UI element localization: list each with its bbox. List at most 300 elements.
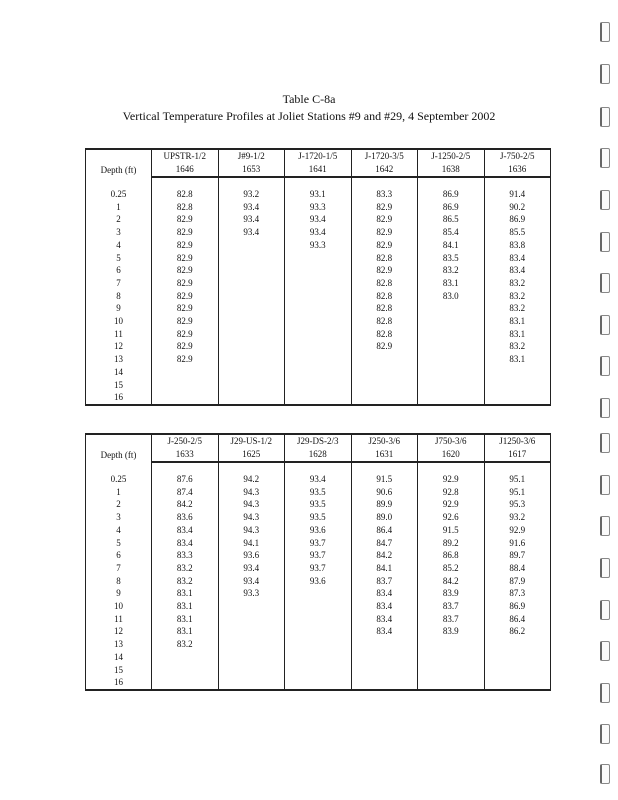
temperature-cell: 92.9 [484, 524, 551, 537]
table-row [86, 498, 551, 511]
temperature-cell: 82.9 [152, 315, 219, 328]
temperature-cell: 93.3 [285, 239, 352, 252]
temperature-cell: 92.9 [418, 473, 485, 486]
spacer-cell [152, 462, 219, 473]
temperature-cell: 83.0 [418, 290, 485, 303]
temperature-cell: 93.4 [218, 226, 285, 239]
spacer-cell [418, 177, 485, 188]
temperature-cell: 93.4 [285, 226, 352, 239]
temperature-cell: 92.6 [418, 511, 485, 524]
temperature-cell: 83.4 [351, 625, 418, 638]
table-row [86, 473, 551, 486]
temperature-cell: 94.2 [218, 473, 285, 486]
temperature-cell: 93.6 [285, 575, 352, 588]
temperature-cell [285, 302, 352, 315]
temperature-cell: 86.2 [484, 625, 551, 638]
temperature-cell: 84.2 [351, 549, 418, 562]
temperature-cell: 83.1 [484, 328, 551, 341]
temperature-cell: 93.6 [218, 549, 285, 562]
depth-cell: 5 [86, 537, 152, 550]
depth-cell: 10 [86, 600, 152, 613]
temperature-cell [351, 366, 418, 379]
binder-tab [600, 64, 610, 84]
spacer-cell [285, 462, 352, 473]
temperature-cell: 93.6 [285, 524, 352, 537]
temperature-cell [484, 366, 551, 379]
table-row [86, 328, 551, 341]
station-code-header: 1620 [418, 448, 485, 462]
depth-cell: 7 [86, 277, 152, 290]
temperature-cell: 93.4 [218, 213, 285, 226]
table-row [86, 537, 551, 550]
temperature-cell: 95.1 [484, 486, 551, 499]
temperature-cell: 91.6 [484, 537, 551, 550]
temperature-table-1 [85, 148, 551, 406]
temperature-cell [152, 366, 219, 379]
temperature-cell [218, 676, 285, 690]
temperature-cell: 92.9 [418, 498, 485, 511]
temperature-cell: 93.5 [285, 486, 352, 499]
temperature-cell: 89.9 [351, 498, 418, 511]
temperature-cell: 83.4 [351, 587, 418, 600]
spacer-cell [418, 462, 485, 473]
temperature-cell [484, 638, 551, 651]
temperature-cell [285, 315, 352, 328]
station-name-header: J29-DS-2/3 [285, 434, 352, 448]
temperature-cell: 83.4 [351, 600, 418, 613]
temperature-cell [218, 315, 285, 328]
temperature-cell: 90.2 [484, 201, 551, 214]
temperature-cell: 83.2 [152, 562, 219, 575]
temperature-cell: 82.9 [152, 340, 219, 353]
temperature-cell: 83.4 [351, 613, 418, 626]
temperature-cell: 83.7 [418, 613, 485, 626]
temperature-cell [285, 625, 352, 638]
temperature-cell: 93.1 [285, 188, 352, 201]
spacer-cell [351, 462, 418, 473]
temperature-cell: 94.3 [218, 486, 285, 499]
binder-tab [600, 148, 610, 168]
binder-tab [600, 190, 610, 210]
temperature-cell: 84.2 [418, 575, 485, 588]
temperature-cell: 82.9 [351, 340, 418, 353]
depth-cell: 8 [86, 575, 152, 588]
temperature-cell: 82.9 [351, 239, 418, 252]
temperature-cell: 83.8 [484, 239, 551, 252]
temperature-cell: 82.9 [152, 264, 219, 277]
depth-cell: 4 [86, 239, 152, 252]
temperature-cell [351, 353, 418, 366]
station-name-header: J750-3/6 [418, 434, 485, 448]
temperature-cell: 83.2 [418, 264, 485, 277]
temperature-cell [218, 625, 285, 638]
temperature-cell: 82.9 [152, 290, 219, 303]
table-row [86, 277, 551, 290]
temperature-cell: 82.9 [152, 252, 219, 265]
temperature-cell [351, 664, 418, 677]
temperature-cell: 86.9 [418, 201, 485, 214]
temperature-cell [484, 664, 551, 677]
temperature-cell: 83.2 [484, 340, 551, 353]
station-code-header: 1641 [285, 163, 352, 177]
station-name-header: J-250-2/5 [152, 434, 219, 448]
table-row [86, 340, 551, 353]
temperature-cell: 84.1 [418, 239, 485, 252]
temperature-cell [285, 379, 352, 392]
temperature-cell: 84.7 [351, 537, 418, 550]
temperature-cell: 86.9 [484, 600, 551, 613]
temperature-cell: 90.6 [351, 486, 418, 499]
temperature-cell: 86.8 [418, 549, 485, 562]
table-row [86, 600, 551, 613]
binder-tab [600, 232, 610, 252]
temperature-cell: 93.7 [285, 537, 352, 550]
temperature-cell [484, 391, 551, 405]
temperature-cell [285, 391, 352, 405]
table-row [86, 226, 551, 239]
station-code-header: 1642 [351, 163, 418, 177]
binder-tab [600, 107, 610, 127]
station-name-header: J#9-1/2 [218, 149, 285, 163]
table-row [86, 391, 551, 405]
temperature-cell [418, 366, 485, 379]
temperature-cell [351, 638, 418, 651]
temperature-cell [285, 290, 352, 303]
temperature-cell: 83.9 [418, 587, 485, 600]
table-row [86, 315, 551, 328]
temperature-cell: 83.4 [152, 537, 219, 550]
temperature-cell: 94.1 [218, 537, 285, 550]
temperature-cell: 83.1 [152, 587, 219, 600]
temperature-cell [418, 340, 485, 353]
temperature-cell [418, 379, 485, 392]
depth-cell: 15 [86, 664, 152, 677]
table-row [86, 511, 551, 524]
temperature-cell: 86.4 [484, 613, 551, 626]
temperature-cell [285, 353, 352, 366]
temperature-cell: 82.9 [152, 328, 219, 341]
temperature-cell: 83.9 [418, 625, 485, 638]
temperature-cell: 94.3 [218, 511, 285, 524]
temperature-cell: 93.5 [285, 511, 352, 524]
table-row [86, 366, 551, 379]
binder-tab [600, 683, 610, 703]
table-row [86, 549, 551, 562]
depth-cell: 3 [86, 511, 152, 524]
temperature-cell [218, 613, 285, 626]
temperature-cell: 82.8 [351, 328, 418, 341]
temperature-cell: 83.2 [484, 290, 551, 303]
temperature-cell: 93.4 [218, 575, 285, 588]
temperature-cell: 92.8 [418, 486, 485, 499]
temperature-cell: 83.3 [351, 188, 418, 201]
spacer-cell [484, 462, 551, 473]
depth-cell: 11 [86, 328, 152, 341]
temperature-cell [218, 379, 285, 392]
spacer-cell [86, 462, 152, 473]
temperature-cell: 93.7 [285, 549, 352, 562]
spacer-cell [351, 177, 418, 188]
temperature-cell [218, 302, 285, 315]
spacer-cell [86, 177, 152, 188]
temperature-cell: 93.3 [218, 587, 285, 600]
temperature-cell: 83.1 [152, 625, 219, 638]
temperature-cell [484, 379, 551, 392]
temperature-cell [285, 638, 352, 651]
binder-tab [600, 516, 610, 536]
temperature-cell: 83.1 [418, 277, 485, 290]
table-row [86, 290, 551, 303]
temperature-table-2 [85, 433, 551, 691]
station-code-header: 1628 [285, 448, 352, 462]
temperature-cell: 87.3 [484, 587, 551, 600]
station-code-header: 1617 [484, 448, 551, 462]
temperature-cell: 84.1 [351, 562, 418, 575]
temperature-cell [218, 638, 285, 651]
table-row [86, 239, 551, 252]
table-row [86, 213, 551, 226]
temperature-cell [351, 379, 418, 392]
station-name-header: J-1250-2/5 [418, 149, 485, 163]
temperature-cell: 82.9 [152, 277, 219, 290]
station-code-header: 1636 [484, 163, 551, 177]
temperature-cell: 83.4 [484, 252, 551, 265]
binder-tab [600, 558, 610, 578]
temperature-cell [218, 600, 285, 613]
temperature-cell [418, 391, 485, 405]
table-row [86, 252, 551, 265]
station-name-header: J29-US-1/2 [218, 434, 285, 448]
table-row [86, 524, 551, 537]
binder-tab [600, 315, 610, 335]
temperature-cell [218, 277, 285, 290]
temperature-cell [418, 638, 485, 651]
temperature-cell: 82.9 [152, 239, 219, 252]
table-row [86, 353, 551, 366]
temperature-cell: 93.5 [285, 498, 352, 511]
temperature-cell: 91.4 [484, 188, 551, 201]
depth-cell: 15 [86, 379, 152, 392]
temperature-cell [218, 264, 285, 277]
temperature-cell [285, 366, 352, 379]
temperature-cell: 82.8 [351, 277, 418, 290]
station-code-header: 1633 [152, 448, 219, 462]
temperature-cell [484, 651, 551, 664]
temperature-cell: 82.9 [152, 353, 219, 366]
table-row [86, 587, 551, 600]
spacer-cell [218, 177, 285, 188]
temperature-cell: 91.5 [351, 473, 418, 486]
table-row [86, 302, 551, 315]
temperature-cell [285, 587, 352, 600]
table-row [86, 651, 551, 664]
temperature-cell: 83.7 [351, 575, 418, 588]
table-row [86, 379, 551, 392]
station-name-header: J-1720-3/5 [351, 149, 418, 163]
depth-cell: 1 [86, 486, 152, 499]
temperature-cell: 91.5 [418, 524, 485, 537]
temperature-cell: 83.5 [418, 252, 485, 265]
temperature-cell [152, 664, 219, 677]
binder-tab [600, 356, 610, 376]
temperature-cell [285, 264, 352, 277]
depth-cell: 9 [86, 302, 152, 315]
depth-cell: 10 [86, 315, 152, 328]
table-row [86, 664, 551, 677]
temperature-cell: 83.1 [152, 600, 219, 613]
temperature-cell: 93.4 [218, 201, 285, 214]
temperature-cell: 83.2 [484, 302, 551, 315]
temperature-cell [351, 651, 418, 664]
station-code-header: 1631 [351, 448, 418, 462]
temperature-cell: 86.9 [484, 213, 551, 226]
spacer-cell [152, 177, 219, 188]
temperature-cell [285, 252, 352, 265]
station-name-header: J-750-2/5 [484, 149, 551, 163]
temperature-cell: 89.7 [484, 549, 551, 562]
temperature-cell: 83.3 [152, 549, 219, 562]
depth-cell: 1 [86, 201, 152, 214]
temperature-cell: 93.3 [285, 201, 352, 214]
temperature-cell: 82.8 [351, 302, 418, 315]
depth-cell: 14 [86, 366, 152, 379]
depth-cell: 13 [86, 638, 152, 651]
temperature-cell [285, 340, 352, 353]
binder-tab [600, 724, 610, 744]
temperature-cell: 82.9 [152, 213, 219, 226]
temperature-cell [418, 302, 485, 315]
depth-cell: 4 [86, 524, 152, 537]
temperature-cell: 87.4 [152, 486, 219, 499]
station-code-header: 1653 [218, 163, 285, 177]
depth-cell: 9 [86, 587, 152, 600]
temperature-cell: 85.5 [484, 226, 551, 239]
temperature-cell: 82.8 [152, 188, 219, 201]
temperature-cell: 83.1 [484, 315, 551, 328]
spacer-cell [484, 177, 551, 188]
temperature-cell: 94.3 [218, 498, 285, 511]
temperature-cell: 82.9 [351, 201, 418, 214]
temperature-cell: 93.4 [285, 213, 352, 226]
temperature-cell: 84.2 [152, 498, 219, 511]
spacer-cell [218, 462, 285, 473]
temperature-cell [218, 391, 285, 405]
temperature-cell [218, 328, 285, 341]
temperature-cell [351, 676, 418, 690]
binder-tab [600, 22, 610, 42]
temperature-cell [418, 315, 485, 328]
temperature-cell: 95.3 [484, 498, 551, 511]
table-row [86, 562, 551, 575]
temperature-cell [285, 328, 352, 341]
temperature-cell: 93.2 [484, 511, 551, 524]
binder-tab [600, 641, 610, 661]
table-title: Table C-8a [282, 92, 336, 106]
temperature-cell: 83.6 [152, 511, 219, 524]
depth-header: Depth (ft) [86, 149, 152, 177]
station-name-header: J250-3/6 [351, 434, 418, 448]
temperature-cell [484, 676, 551, 690]
temperature-cell: 82.9 [152, 226, 219, 239]
table-row [86, 676, 551, 690]
temperature-cell [152, 676, 219, 690]
temperature-cell [218, 290, 285, 303]
temperature-cell [218, 353, 285, 366]
depth-cell: 3 [86, 226, 152, 239]
temperature-cell: 93.4 [285, 473, 352, 486]
binder-tab [600, 764, 610, 784]
depth-cell: 14 [86, 651, 152, 664]
temperature-cell [351, 391, 418, 405]
temperature-cell: 83.7 [418, 600, 485, 613]
table-subtitle: Vertical Temperature Profiles at Joliet Stations #9 and #29, 4 September 2002 [122, 109, 496, 123]
temperature-cell: 82.9 [152, 302, 219, 315]
depth-cell: 7 [86, 562, 152, 575]
temperature-cell: 83.2 [484, 277, 551, 290]
temperature-cell [285, 676, 352, 690]
temperature-cell: 93.4 [218, 562, 285, 575]
depth-cell: 16 [86, 676, 152, 690]
temperature-cell: 93.7 [285, 562, 352, 575]
temperature-cell: 86.9 [418, 188, 485, 201]
depth-cell: 6 [86, 264, 152, 277]
temperature-cell: 82.8 [351, 290, 418, 303]
depth-cell: 13 [86, 353, 152, 366]
table-row [86, 625, 551, 638]
depth-cell: 6 [86, 549, 152, 562]
binder-tab [600, 398, 610, 418]
temperature-cell: 83.4 [484, 264, 551, 277]
temperature-cell: 88.4 [484, 562, 551, 575]
temperature-cell: 89.2 [418, 537, 485, 550]
table-row [86, 638, 551, 651]
temperature-cell [285, 664, 352, 677]
temperature-cell [418, 664, 485, 677]
depth-cell: 12 [86, 340, 152, 353]
station-name-header: J1250-3/6 [484, 434, 551, 448]
temperature-cell: 89.0 [351, 511, 418, 524]
temperature-cell: 82.8 [351, 315, 418, 328]
temperature-cell [418, 676, 485, 690]
temperature-cell: 83.4 [152, 524, 219, 537]
temperature-cell: 85.4 [418, 226, 485, 239]
depth-cell: 11 [86, 613, 152, 626]
table-row [86, 575, 551, 588]
depth-cell: 0.25 [86, 188, 152, 201]
table-row [86, 264, 551, 277]
temperature-cell [218, 239, 285, 252]
station-name-header: UPSTR-1/2 [152, 149, 219, 163]
temperature-cell [418, 328, 485, 341]
table-row [86, 188, 551, 201]
binder-tab [600, 433, 610, 453]
temperature-cell: 82.9 [351, 264, 418, 277]
binder-tab [600, 273, 610, 293]
table-row [86, 486, 551, 499]
temperature-cell [218, 340, 285, 353]
temperature-cell [218, 366, 285, 379]
temperature-cell: 93.2 [218, 188, 285, 201]
temperature-cell: 86.4 [351, 524, 418, 537]
table-row [86, 613, 551, 626]
temperature-cell [218, 664, 285, 677]
binder-tab [600, 475, 610, 495]
binder-tab [600, 600, 610, 620]
depth-cell: 8 [86, 290, 152, 303]
temperature-cell [285, 277, 352, 290]
temperature-cell: 83.1 [484, 353, 551, 366]
temperature-cell [285, 651, 352, 664]
